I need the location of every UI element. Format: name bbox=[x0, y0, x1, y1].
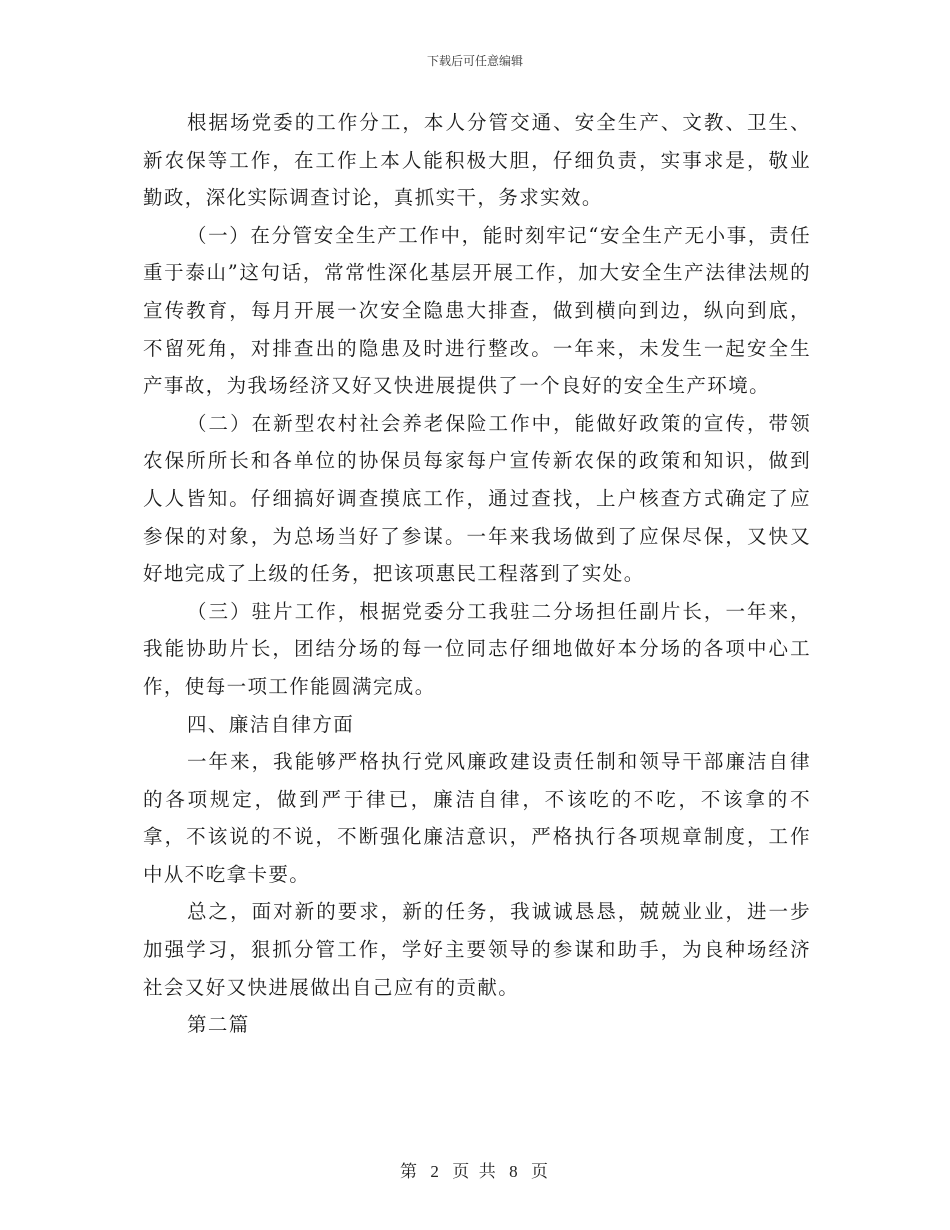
footer-page-number: 2 bbox=[430, 1162, 441, 1181]
page-footer bbox=[0, 1157, 950, 1182]
paragraph-summary: 总之，面对新的要求，新的任务，我诚诚恳恳，兢兢业业，进一步加强学习，狠抓分管工作，学好主要领导的参谋和助手，为良种场经济社会又好又快进展做出自己应有的贡献。 bbox=[143, 900, 811, 999]
page-header: 下载后可任意编辑 bbox=[426, 54, 523, 68]
footer-suffix: 页 bbox=[531, 1162, 551, 1182]
paragraph-integrity: 一年来，我能够严格执行党风廉政建设责任制和领导干部廉洁自律的各项规定，做到严于律已，廉洁自律，不该吃的不吃，不该拿的不拿，不该说的不说，不断强化廉洁意识，严格执行各项规章制度，工作中从不吃拿卡要。 bbox=[143, 750, 811, 886]
document-body bbox=[143, 104, 811, 1044]
paragraph-pension: （二）在新型农村社会养老保险工作中，能做好政策的宣传，带领农保所所长和各单位的协保员每家每户宣传新农保的政策和知识，做到人人皆知。仔细搞好调查摸底工作，通过查找，上户核查方式确定了应参保的对象，为总场当好了参谋。一年来我场做到了应保尽保，又快又好地完成了上级的任务，把该项惠民工程落到了实处。 bbox=[143, 411, 811, 586]
footer-total-pages: 8 bbox=[509, 1162, 520, 1181]
section-heading-part-two: 第二篇 bbox=[187, 1013, 250, 1037]
paragraph-station: （三）驻片工作，根据党委分工我驻二分场担任副片长，一年来，我能协助片长，团结分场的每一位同志仔细地做好本分场的各项中心工作，使每一项工作能圆满完成。 bbox=[143, 599, 811, 698]
footer-middle: 页 共 bbox=[452, 1162, 498, 1182]
paragraph-safety: （一）在分管安全生产工作中，能时刻牢记“安全生产无小事，责任重于泰山”这句话，常常性深化基层开展工作，加大安全生产法律法规的宣传教育，每月开展一次安全隐患大排查，做到横向到边，纵向到底，不留死角，对排查出的隐患及时进行整改。一年来，未发生一起安全生产事故，为我场经济又好又快进展提供了一个良好的安全生产环境。 bbox=[143, 223, 811, 398]
footer-prefix: 第 bbox=[399, 1162, 419, 1182]
section-heading-integrity: 四、廉洁自律方面 bbox=[187, 712, 355, 736]
paragraph-intro: 根据场党委的工作分工，本人分管交通、安全生产、文教、卫生、新农保等工作，在工作上本人能积极大胆，仔细负责，实事求是，敬业勤政，深化实际调查讨论，真抓实干，务求实效。 bbox=[143, 111, 811, 210]
